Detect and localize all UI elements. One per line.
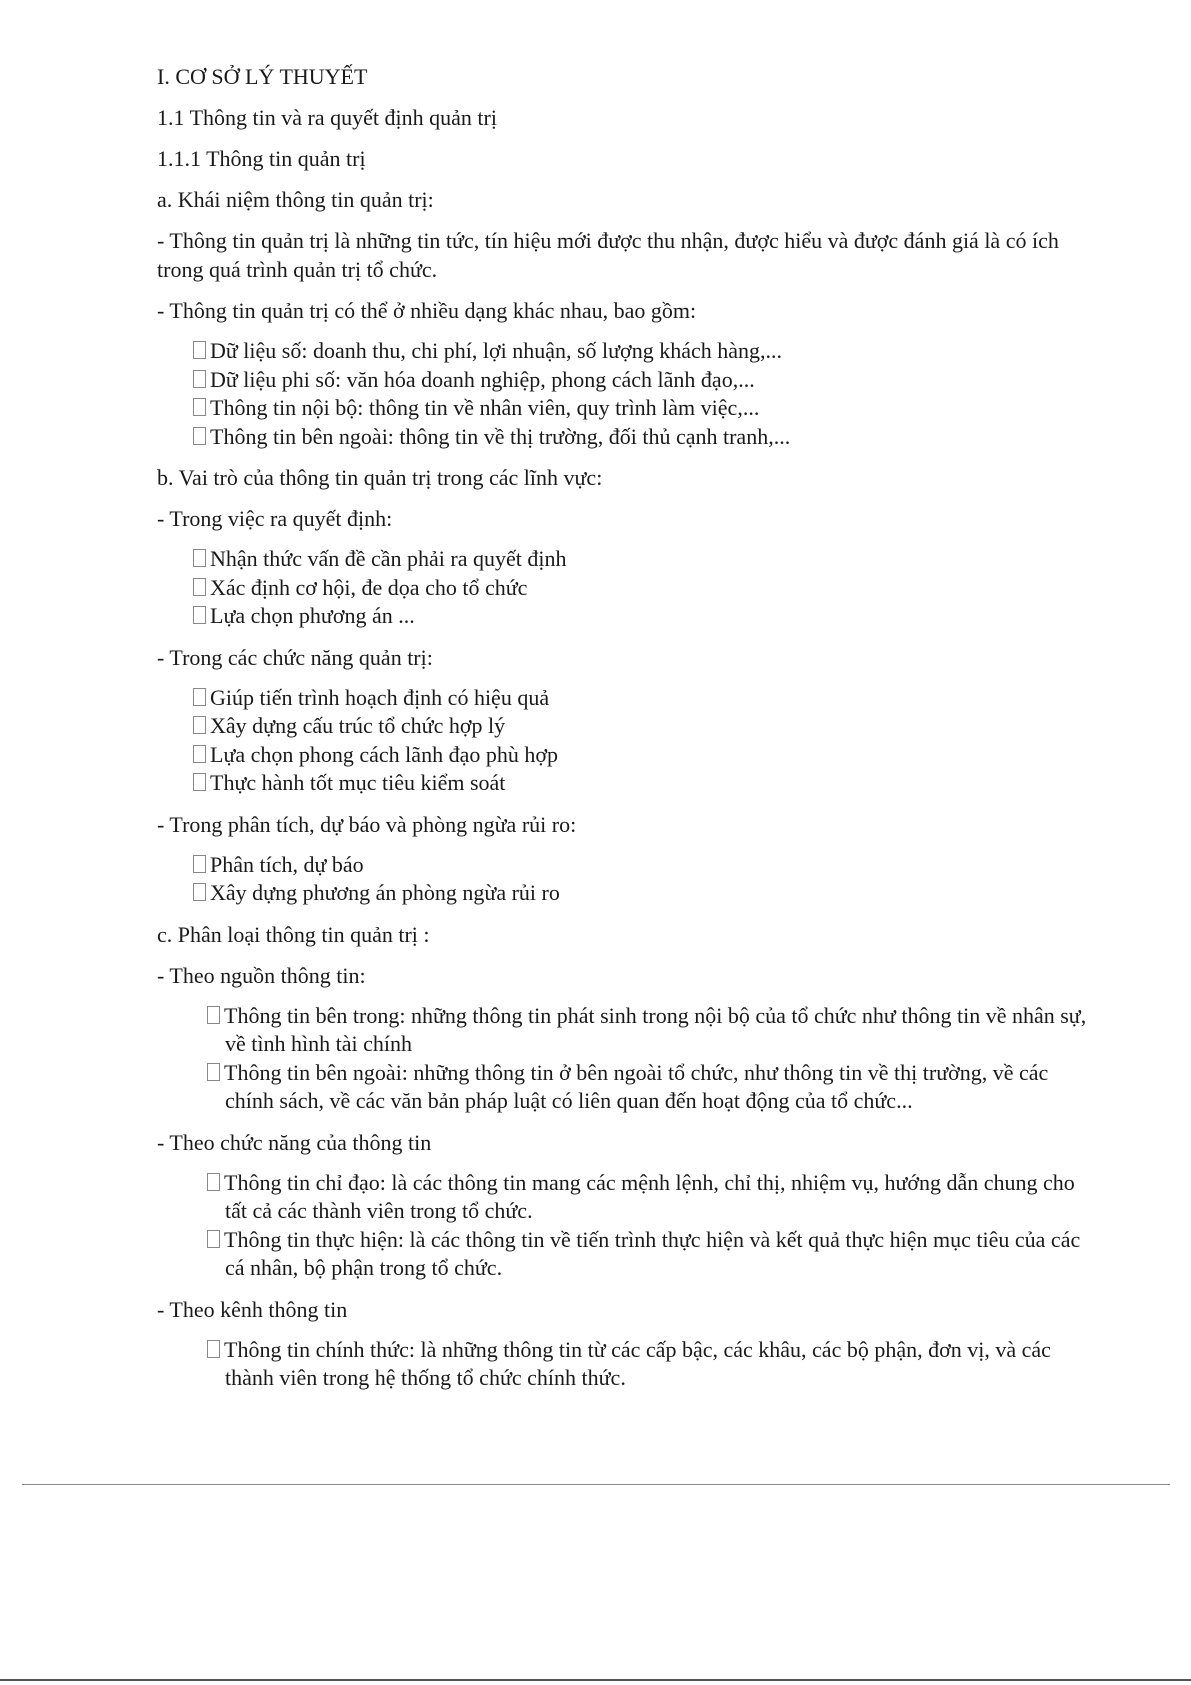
group-title: - Theo kênh thông tin — [157, 1296, 348, 1322]
bullet-box-icon — [193, 427, 206, 445]
list-item: Giúp tiến trình hoạch định có hiệu quả — [193, 684, 1097, 713]
bullet-box-icon — [193, 606, 206, 624]
bullet-box-icon — [193, 688, 206, 706]
list-item: Thông tin nội bộ: thông tin về nhân viên, quy trình làm việc,... — [193, 394, 1097, 423]
list-item: Thông tin chỉ đạo: là các thông tin mang các mệnh lệnh, chỉ thị, nhiệm vụ, hướng dẫn chung cho tất cả các thành viên trong tổ chức. — [193, 1169, 1097, 1226]
bullet-box-icon — [193, 578, 206, 596]
bullet-list — [193, 851, 1097, 908]
part-c-title: c. Phân loại thông tin quản trị : — [157, 921, 430, 947]
bullet-box-icon — [193, 398, 206, 416]
bullet-box-icon — [207, 1006, 220, 1024]
list-item: Lựa chọn phong cách lãnh đạo phù hợp — [193, 741, 1097, 770]
part-a-title: a. Khái niệm thông tin quản trị: — [157, 187, 434, 212]
bullet-box-icon — [193, 716, 206, 734]
group-title: - Theo nguồn thông tin: — [157, 962, 366, 988]
section-heading: 1.1 Thông tin và ra quyết định quản trị — [157, 105, 497, 130]
document-body — [157, 62, 1097, 1405]
list-item: Thông tin bên trong: những thông tin phát sinh trong nội bộ của tổ chức như thông tin về nhân sự, về tình hình tài chính — [193, 1002, 1097, 1059]
bullet-list — [193, 1002, 1097, 1116]
group-title: - Trong phân tích, dự báo và phòng ngừa rủi ro: — [157, 811, 577, 837]
subsection-heading: 1.1.1 Thông tin quản trị — [157, 146, 366, 171]
list-item: Lựa chọn phương án ... — [193, 602, 1097, 631]
bullet-list — [193, 337, 1097, 451]
bullet-list — [193, 684, 1097, 798]
bullet-box-icon — [193, 745, 206, 763]
bullet-box-icon — [193, 341, 206, 359]
bullet-list — [193, 1169, 1097, 1283]
bottom-edge-line — [0, 1679, 1191, 1681]
chapter-heading: I. CƠ SỞ LÝ THUYẾT — [157, 64, 368, 89]
list-item: Thông tin chính thức: là những thông tin từ các cấp bậc, các khâu, các bộ phận, đơn vị, và các thành viên trong hệ thống tổ chức chính thức. — [193, 1336, 1097, 1393]
page-divider — [22, 1484, 1170, 1485]
bullet-box-icon — [193, 549, 206, 567]
list-item: Dữ liệu số: doanh thu, chi phí, lợi nhuận, số lượng khách hàng,... — [193, 337, 1097, 366]
part-b-title: b. Vai trò của thông tin quản trị trong các lĩnh vực: — [157, 465, 603, 490]
list-item: Xây dựng cấu trúc tổ chức hợp lý — [193, 712, 1097, 741]
list-item: Thực hành tốt mục tiêu kiểm soát — [193, 769, 1097, 798]
list-item: Xây dựng phương án phòng ngừa rủi ro — [193, 879, 1097, 908]
list-item: Thông tin thực hiện: là các thông tin về tiến trình thực hiện và kết quả thực hiện mục tiêu của các cá nhân, bộ phận trong tổ chức. — [193, 1226, 1097, 1283]
list-item: Nhận thức vấn đề cần phải ra quyết định — [193, 545, 1097, 574]
bullet-box-icon — [193, 855, 206, 873]
bullet-list — [193, 545, 1097, 631]
bullet-box-icon — [193, 883, 206, 901]
paragraph: - Thông tin quản trị có thể ở nhiều dạng khác nhau, bao gồm: — [157, 298, 697, 323]
group-title: - Trong việc ra quyết định: — [157, 506, 393, 531]
list-item: Dữ liệu phi số: văn hóa doanh nghiệp, phong cách lãnh đạo,... — [193, 366, 1097, 395]
list-item: Thông tin bên ngoài: thông tin về thị trường, đối thủ cạnh tranh,... — [193, 423, 1097, 452]
bullet-box-icon — [207, 1340, 220, 1358]
group-title: - Theo chức năng của thông tin — [157, 1129, 432, 1155]
group-title: - Trong các chức năng quản trị: — [157, 644, 433, 670]
bullet-box-icon — [193, 773, 206, 791]
bullet-box-icon — [207, 1063, 220, 1081]
list-item: Thông tin bên ngoài: những thông tin ở bên ngoài tổ chức, như thông tin về thị trường, về các chính sách, về các văn bản pháp luật có liên quan đến hoạt động của tổ chức... — [193, 1059, 1097, 1116]
bullet-box-icon — [207, 1173, 220, 1191]
bullet-list — [193, 1336, 1097, 1393]
paragraph: - Thông tin quản trị là những tin tức, tín hiệu mới được thu nhận, được hiểu và được đánh giá là có ích trong quá trình quản trị tổ chức. — [157, 228, 1059, 282]
list-item: Phân tích, dự báo — [193, 851, 1097, 880]
bullet-box-icon — [207, 1230, 220, 1248]
bullet-box-icon — [193, 370, 206, 388]
list-item: Xác định cơ hội, đe dọa cho tổ chức — [193, 574, 1097, 603]
